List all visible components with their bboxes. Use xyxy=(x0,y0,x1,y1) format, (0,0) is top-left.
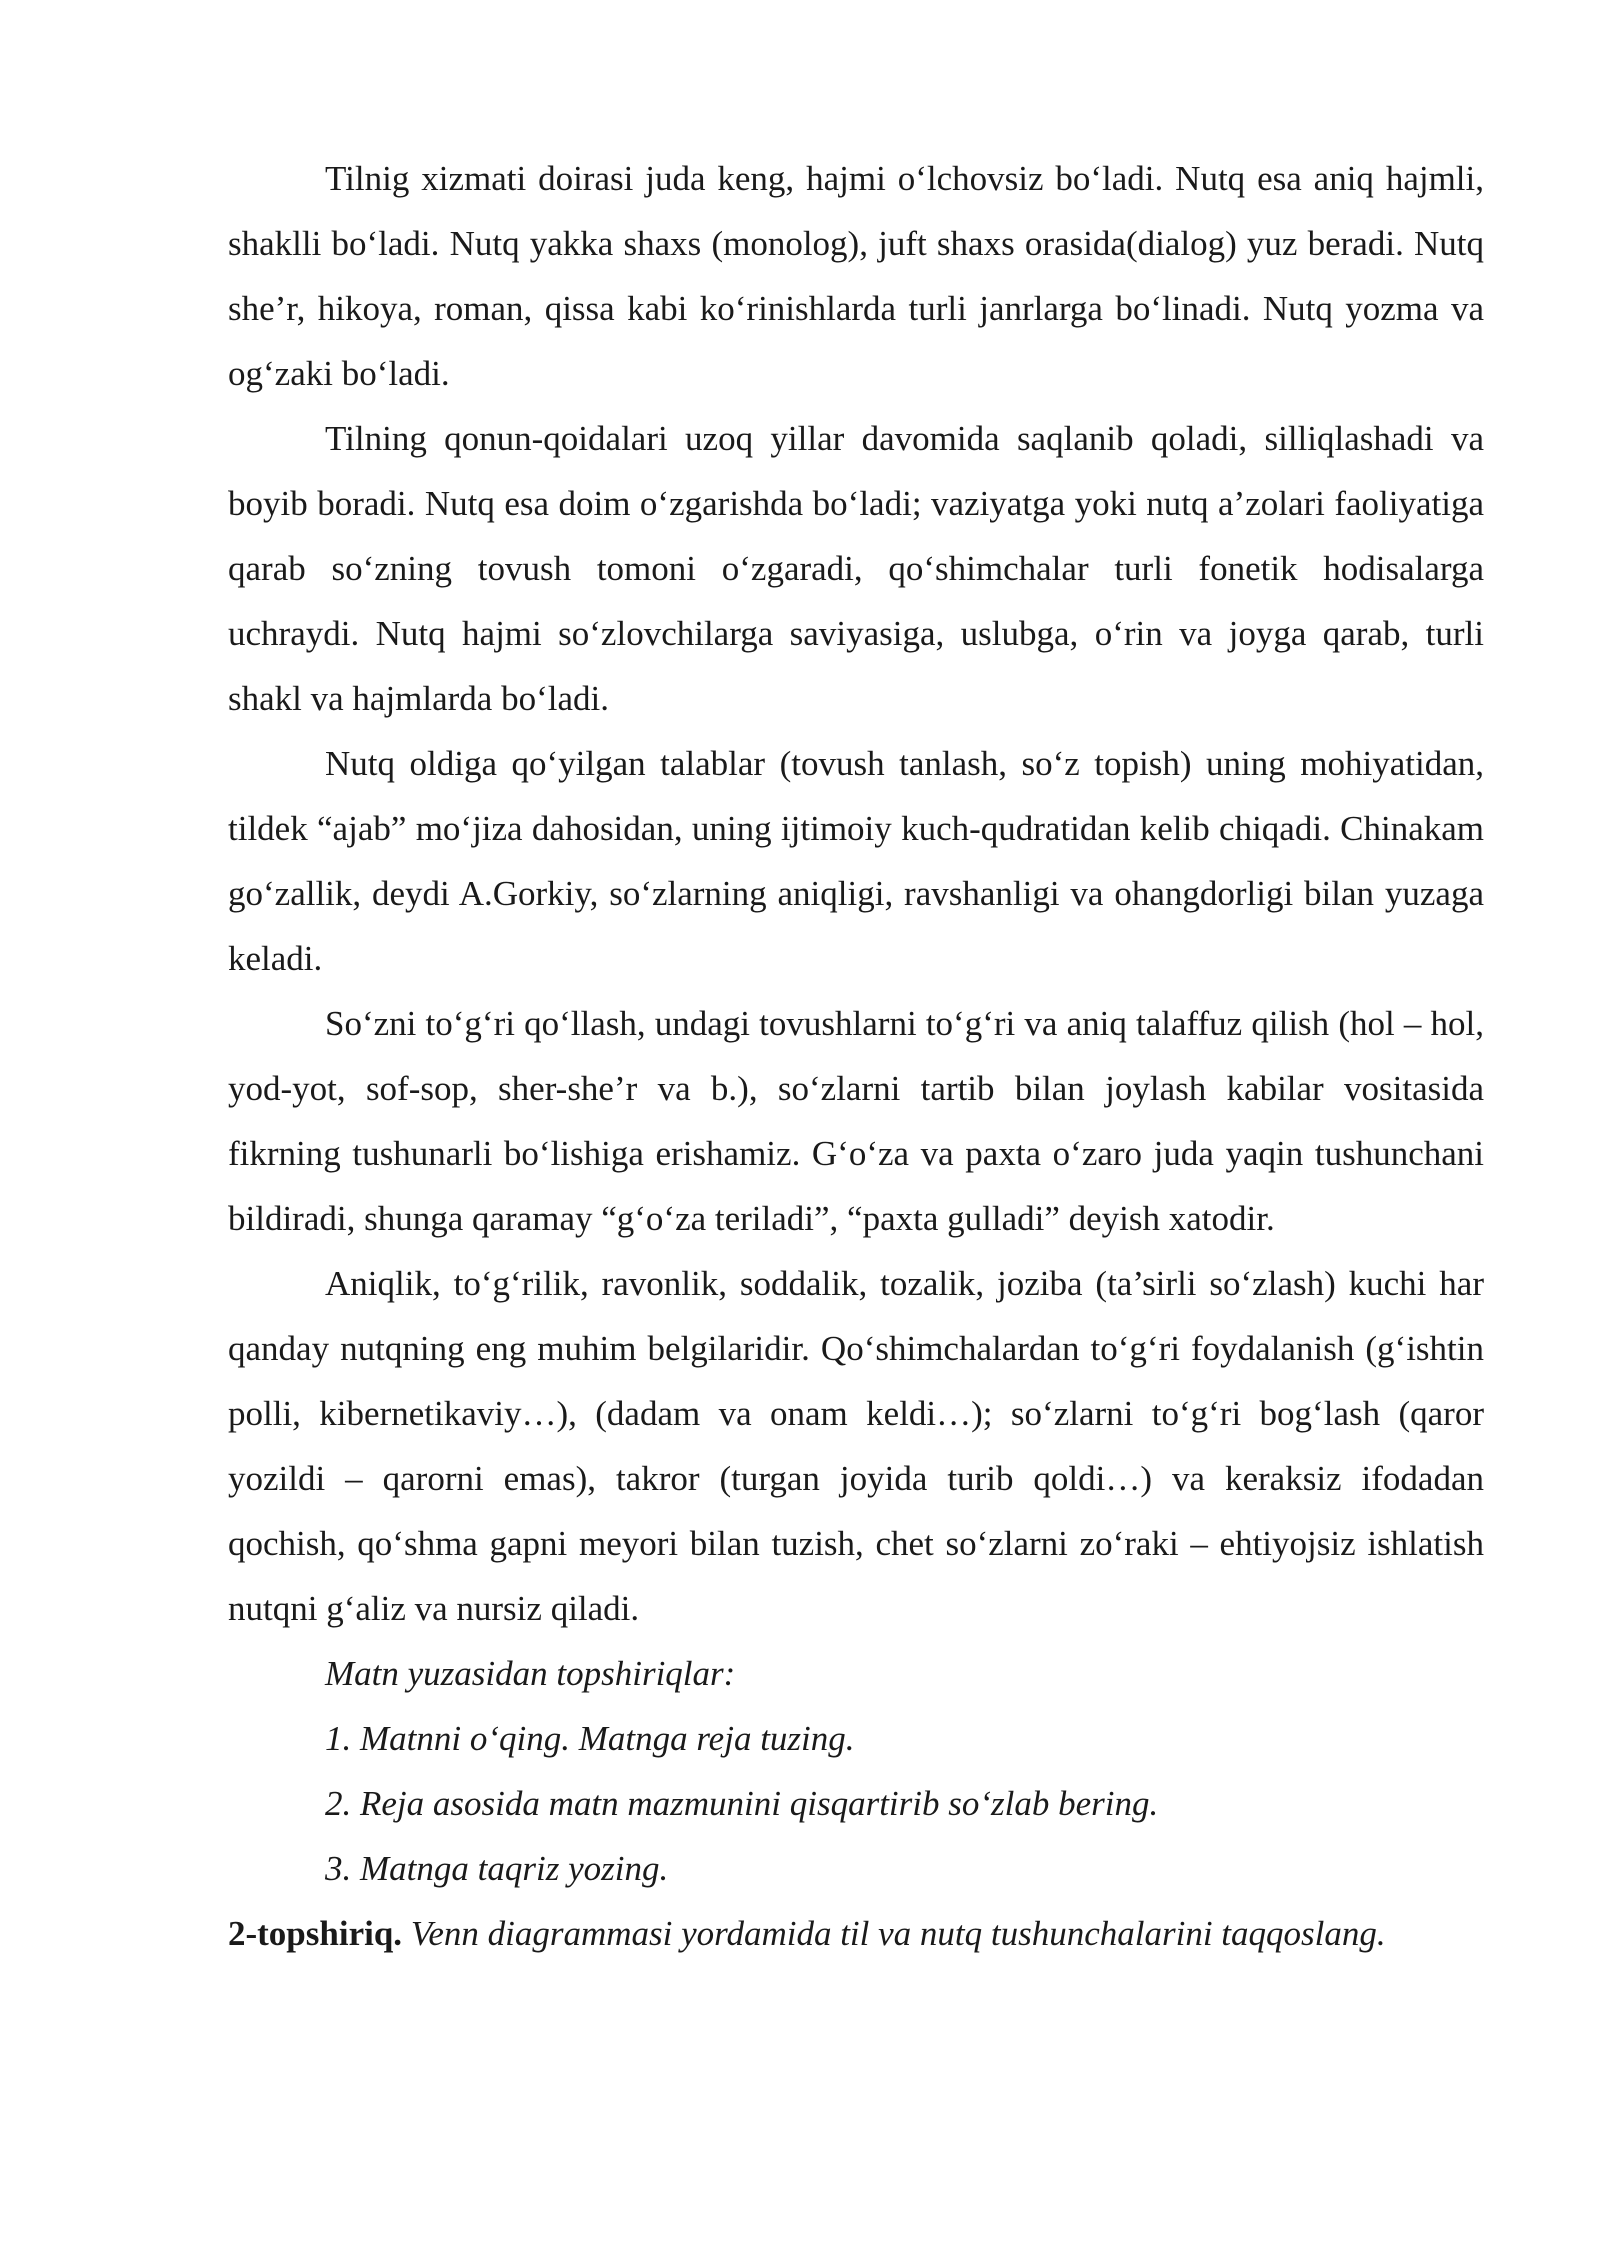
paragraph-4: So‘zni to‘g‘ri qo‘llash, undagi tovushlarni to‘g‘ri va aniq talaffuz qilish (hol – hol, yod-yot, sof-sop, sher-she’r va b.), so‘zlarni tartib bilan joylash kabilar vositasida fikrning tushunarli bo‘lishiga erishamiz. G‘o‘za va paxta o‘zaro juda yaqin tushunchani bildiradi, shunga qaramay “g‘o‘za teriladi”, “paxta gulladi” deyish xatodir. xyxy=(228,1004,1484,1238)
tasks-heading: Matn yuzasidan topshiriqlar: xyxy=(325,1654,736,1693)
paragraph-5: Aniqlik, to‘g‘rilik, ravonlik, soddalik, tozalik, joziba (ta’sirli so‘zlash) kuchi har qanday nutqning eng muhim belgilaridir. Qo‘shimchalardan to‘g‘ri foydalanish (g‘ishtin polli, kibernetikaviy…), (dadam va onam keldi…); so‘zlarni to‘g‘ri bog‘lash (qaror yozildi – qarorni emas), takror (turgan joyida turib qoldi…) va keraksiz ifodadan qochish, qo‘shma gapni meyori bilan tuzish, chet so‘zlarni zo‘raki – ehtiyojsiz ishlatish nutqni g‘aliz va nursiz qiladi. xyxy=(228,1264,1484,1628)
task-item-2: 2. Reja asosida matn mazmunini qisqartirib so‘zlab bering. xyxy=(325,1784,1159,1823)
paragraph-2: Tilning qonun-qoidalari uzoq yillar davomida saqlanib qoladi, silliqlashadi va boyib boradi. Nutq esa doim o‘zgarishda bo‘ladi; vaziyatga yoki nutq a’zolari faoliyatiga qarab so‘zning tovush tomoni o‘zgaradi, qo‘shimchalar turli fonetik hodisalarga uchraydi. Nutq hajmi so‘zlovchilarga saviyasiga, uslubga, o‘rin va joyga qarab, turli shakl va hajmlarda bo‘ladi. xyxy=(228,419,1484,718)
paragraph-1: Tilnig xizmati doirasi juda keng, hajmi o‘lchovsiz bo‘ladi. Nutq esa aniq hajmli, shaklli bo‘ladi. Nutq yakka shaxs (monolog), juft shaxs orasida(dialog) yuz beradi. Nutq she’r, hikoya, roman, qissa kabi ko‘rinishlarda turli janrlarga bo‘linadi. Nutq yozma va og‘zaki bo‘ladi. xyxy=(228,159,1484,393)
document-page xyxy=(228,146,1484,1966)
task-2-label: 2-topshiriq. xyxy=(228,1914,403,1953)
task-2-text: Venn diagrammasi yordamida til va nutq tushunchalarini taqqoslang. xyxy=(410,1914,1386,1953)
paragraph-3: Nutq oldiga qo‘yilgan talablar (tovush tanlash, so‘z topish) uning mohiyatidan, tildek “ajab” mo‘jiza dahosidan, uning ijtimoiy kuch-qudratidan kelib chiqadi. Chinakam go‘zallik, deydi A.Gorkiy, so‘zlarning aniqligi, ravshanligi va ohangdorligi bilan yuzaga keladi. xyxy=(228,744,1484,978)
task-item-1: 1. Matnni o‘qing. Matnga reja tuzing. xyxy=(325,1719,855,1758)
task-item-3: 3. Matnga taqriz yozing. xyxy=(325,1849,669,1888)
task-2 xyxy=(228,1901,1484,1966)
